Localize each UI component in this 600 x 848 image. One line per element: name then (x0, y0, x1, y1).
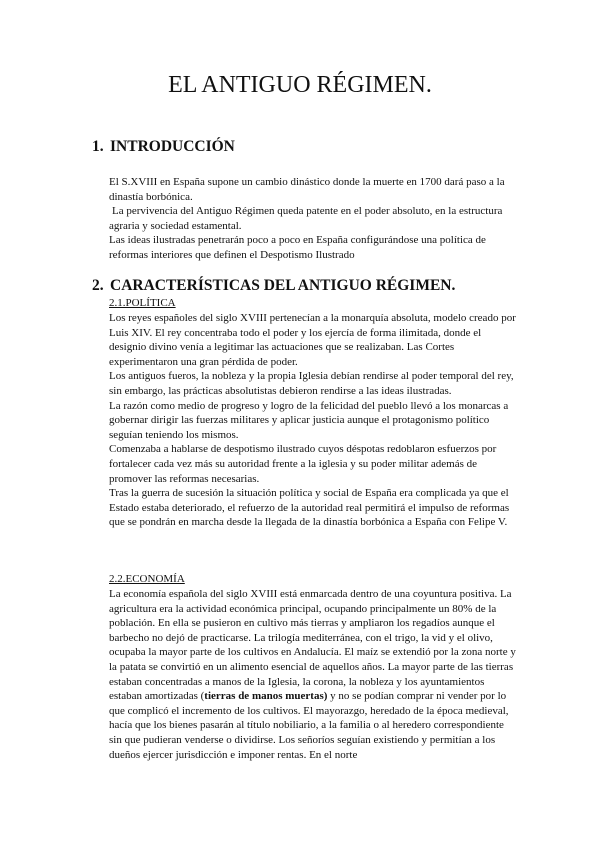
paragraph: La pervivencia del Antiguo Régimen queda patente en el poder absoluto, en la estructura agraria y sociedad estamental. (109, 205, 503, 232)
paragraph-text: La economía española del siglo XVIII está enmarcada dentro de una coyuntura positiva. La agricultura era la actividad económica principal, ocupando principalmente un 80% de la población. En ella se pusieron en cultivo más tierras y ampliaron los regadíos aunque el barbecho no dejó de practicarse. La trilogía mediterránea, con el trigo, la vid y el olivo, ocupaba la mayor parte de los cultivos en Andalucía. El maíz se extendió por la zona norte y la patata se convirtió en un alimento esencial de aquellos años. La mayor parte de las tierras estaban concentradas a manos de la Iglesia, la corona, la nobleza y los ayuntamientos estaban amortizadas ( (109, 588, 516, 703)
document-title: EL ANTIGUO RÉGIMEN. (168, 72, 432, 98)
section-number: 1. (92, 138, 104, 155)
introduccion-body (109, 175, 517, 263)
section-heading-caracteristicas (92, 277, 455, 295)
subsection-heading-economia: 2.2.ECONOMÍA (109, 573, 185, 585)
paragraph: Los antiguos fueros, la nobleza y la propia Iglesia debían rendirse al poder temporal del rey, sin embargo, las prácticas absolutistas debieron rendirse a las ideas ilustradas. (109, 370, 514, 397)
paragraph: Las ideas ilustradas penetrarán poco a poco en España configurándose una política de reformas interiores que definen el Despotismo Ilustrado (109, 234, 486, 261)
paragraph: La razón como medio de progreso y logro de la felicidad del pueblo llevó a los monarcas a gobernar dirigir las fuerzas militares y aplicar justicia aunque el protagonismo político seguían teniendo los mismos. (109, 399, 509, 441)
paragraph: Los reyes españoles del siglo XVIII pertenecían a la monarquía absoluta, modelo creado por Luis XIV. El rey concentraba todo el poder y los ejercía de forma ilimitada, donde el designio divino venía a legitimar las actuaciones que se realizaban. Las Cortes experimentaron una gran pérdida de poder. (109, 312, 516, 368)
politica-body (109, 311, 517, 530)
economia-body (109, 587, 517, 762)
section-title: INTRODUCCIÓN (110, 138, 235, 155)
bold-term: tierras de manos muertas) (204, 690, 328, 703)
paragraph-text: y no se podían comprar ni vender por lo que complicó el incremento de los cultivos. El mayorazgo, heredado de la época medieval, hacía que los bienes pasarán al título nobiliario, a la familia o al heredero correspondiente sin que pudieran venderse o dividirse. Los señoríos seguían existiendo y permitían a los dueños ejercer jurisdicción e imponer rentas. En el norte (109, 690, 509, 761)
paragraph: El S.XVIII en España supone un cambio dinástico donde la muerte en 1700 dará paso a la dinastía borbónica. (109, 176, 505, 203)
section-title: CARACTERÍSTICAS DEL ANTIGUO RÉGIMEN. (110, 277, 456, 294)
paragraph (109, 587, 517, 762)
section-heading-introduccion (92, 138, 235, 156)
paragraph: Tras la guerra de sucesión la situación política y social de España era complicada ya que el Estado estaba deteriorado, el refuerzo de la autoridad real permitirá el impulso de reformas que se pondrán en marcha desde la llegada de la dinastía borbónica a España con Felipe V. (109, 487, 510, 529)
paragraph: Comenzaba a hablarse de despotismo ilustrado cuyos déspotas redoblaron esfuerzos por fortalecer cada vez más su autoridad frente a la iglesia y su poder militar además de promover las reformas necesarias. (109, 443, 497, 485)
section-number: 2. (92, 277, 104, 294)
subsection-heading-politica: 2.1.POLÍTICA (109, 297, 176, 309)
